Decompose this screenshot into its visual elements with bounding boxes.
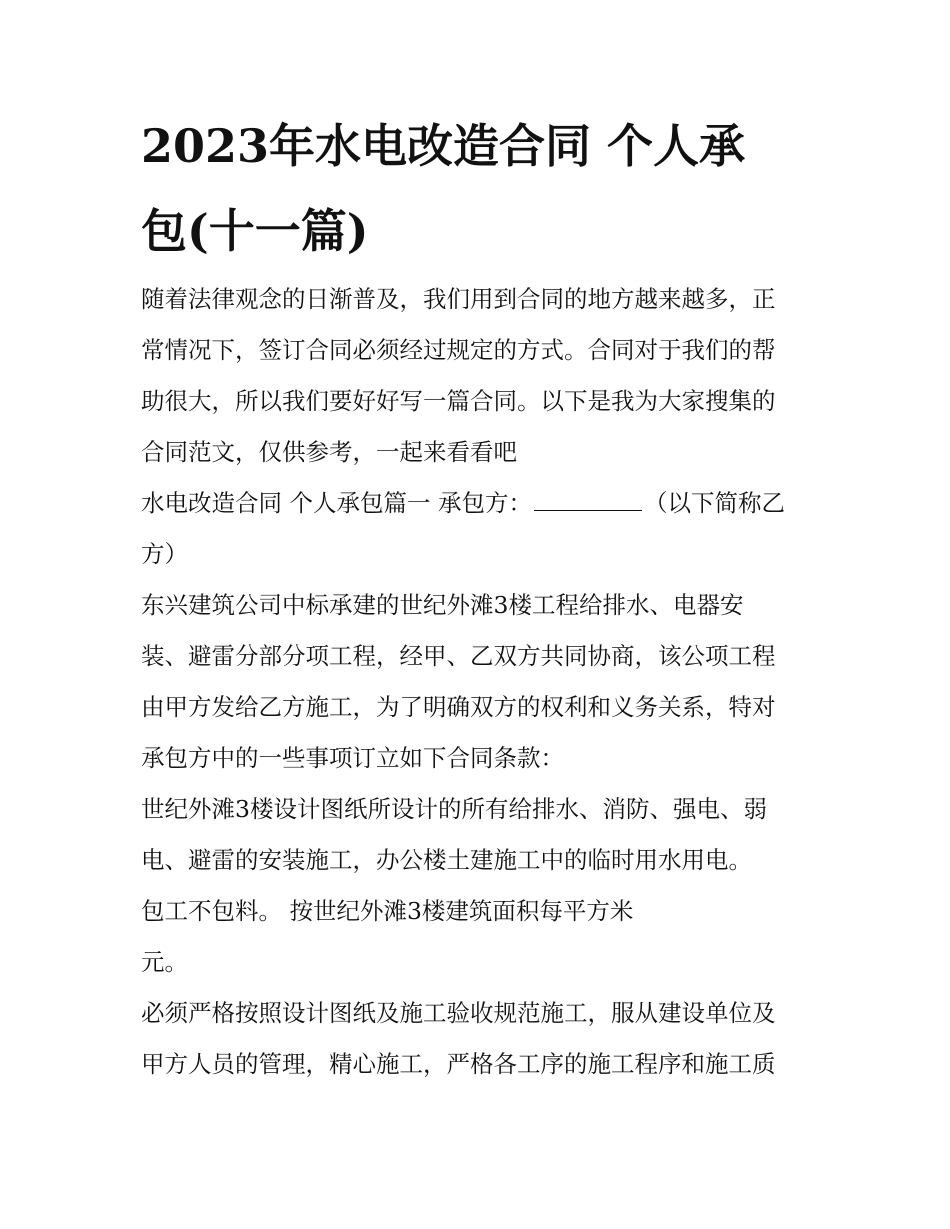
body-line: 元。 bbox=[141, 948, 188, 976]
title-line-1: 2023年水电改造合同 个人承 bbox=[141, 119, 746, 173]
intro-line: 合同范文，仅供参考，一起来看看吧 bbox=[141, 438, 517, 466]
contractor-label: 水电改造合同 个人承包篇一 承包方： bbox=[141, 489, 532, 517]
intro-line: 助很大，所以我们要好好写一篇合同。以下是我为大家搜集的 bbox=[141, 387, 776, 415]
intro-line: 随着法律观念的日渐普及，我们用到合同的地方越来越多，正 bbox=[141, 285, 776, 313]
body-line: 必须严格按照设计图纸及施工验收规范施工，服从建设单位及 bbox=[141, 999, 776, 1027]
contractor-line-end: 方） bbox=[141, 540, 188, 568]
body-line: 由甲方发给乙方施工，为了明确双方的权利和义务关系，特对 bbox=[141, 693, 776, 721]
body-line: 电、避雷的安装施工，办公楼土建施工中的临时用水用电。 bbox=[141, 846, 752, 874]
intro-line: 常情况下，签订合同必须经过规定的方式。合同对于我们的帮 bbox=[141, 336, 776, 364]
body-line: 东兴建筑公司中标承建的世纪外滩3楼工程给排水、电器安 bbox=[141, 591, 744, 619]
document-body bbox=[141, 274, 813, 1090]
body-line: 世纪外滩3楼设计图纸所设计的所有给排水、消防、强电、弱 bbox=[141, 795, 767, 823]
contractor-blank bbox=[534, 488, 642, 511]
body-line: 甲方人员的管理，精心施工，严格各工序的施工程序和施工质 bbox=[141, 1050, 776, 1078]
document-title bbox=[141, 104, 841, 274]
contractor-line bbox=[141, 478, 813, 529]
title-line-2: 包(十一篇) bbox=[141, 204, 369, 258]
body-line: 装、避雷分部分项工程，经甲、乙双方共同协商，该公项工程 bbox=[141, 642, 776, 670]
contractor-suffix: （以下简称乙 bbox=[643, 489, 785, 517]
body-line: 承包方中的一些事项订立如下合同条款： bbox=[141, 744, 564, 772]
body-line: 包工不包料。 按世纪外滩3楼建筑面积每平方米 bbox=[141, 897, 634, 925]
